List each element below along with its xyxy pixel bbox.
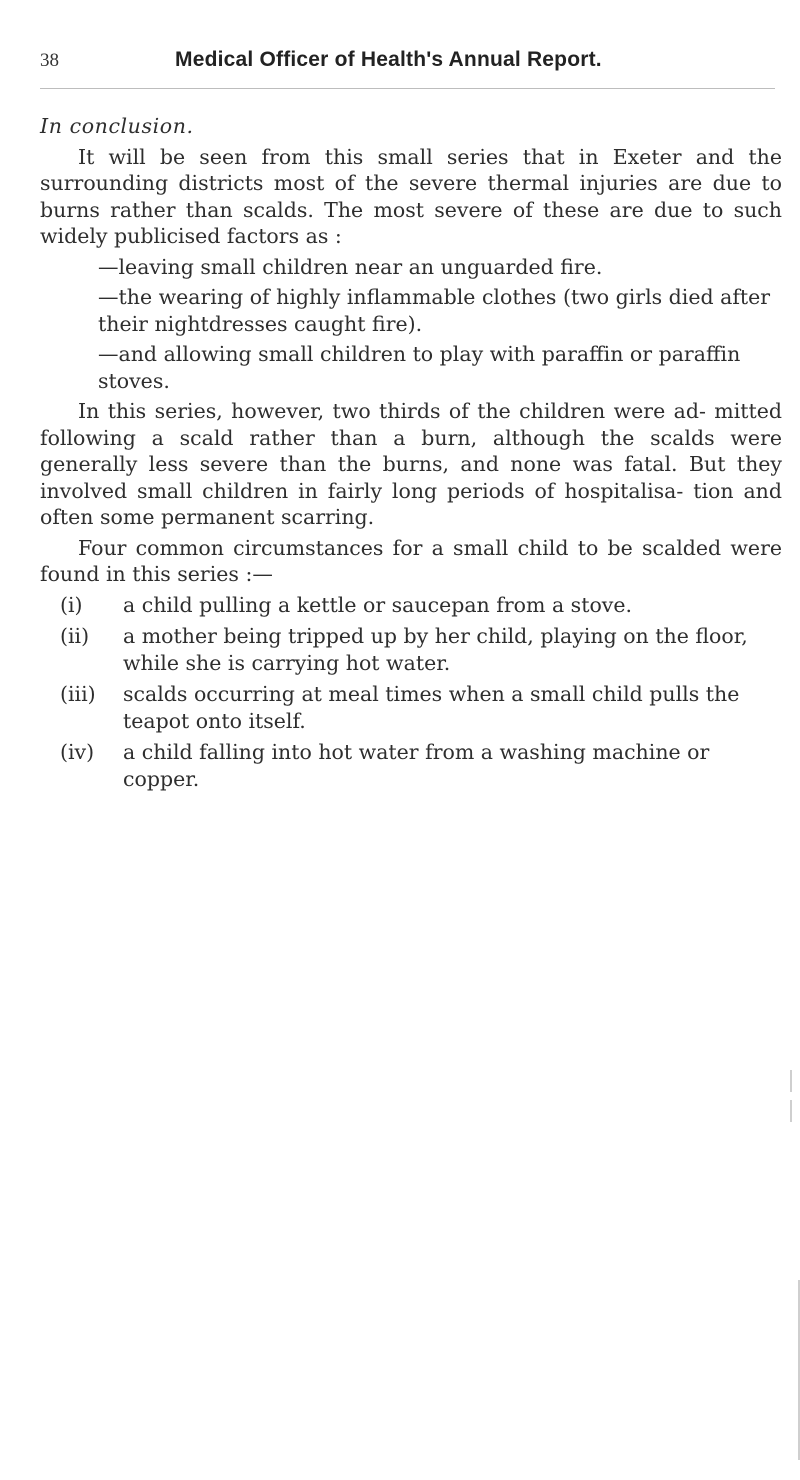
- page-number: 38: [40, 50, 59, 71]
- factor-item: [40, 254, 782, 281]
- paragraph-intro: It will be seen from this small series that in Exeter and the surrounding districts most of the severe thermal injuries are due to burns rather than scalds. The most severe of these are due to such widely publicised factors as :: [40, 144, 782, 248]
- header-rule: [40, 88, 775, 89]
- factor-item: [40, 341, 782, 394]
- section-heading: In conclusion.: [40, 114, 194, 138]
- factors-list: [40, 254, 782, 395]
- paragraph-circumstances-intro: Four common circumstances for a small child to be scalded were found in this series :—: [40, 535, 782, 586]
- paragraph-scalds: In this series, however, two thirds of the children were ad- mitted following a scald rather than a burn, although the scalds were generally less severe than the burns, and none was fatal. But they involved small children in fairly long periods of hospitalisa- tion and often some permanent scarring.: [40, 399, 782, 529]
- circumstance-item: [40, 623, 782, 676]
- circumstance-item: [40, 739, 782, 792]
- circumstances-list: [40, 592, 782, 793]
- item-numeral: (i): [60, 592, 83, 617]
- factor-text: —the wearing of highly inflammable clothes (two girls died after their nightdresses caught fire).: [98, 285, 771, 336]
- factor-text: —leaving small children near an unguarded fire.: [98, 254, 603, 279]
- factor-item: [40, 284, 782, 337]
- item-text: a child pulling a kettle or saucepan from a stove.: [123, 592, 633, 617]
- item-numeral: (ii): [60, 624, 90, 648]
- item-text: a mother being tripped up by her child, playing on the floor, while she is carrying hot water.: [123, 624, 748, 675]
- item-numeral: (iv): [60, 740, 95, 764]
- item-text: scalds occurring at meal times when a small child pulls the teapot onto itself.: [123, 682, 740, 733]
- factor-text: —and allowing small children to play with paraffin or paraffin stoves.: [98, 342, 741, 393]
- item-numeral: (iii): [60, 682, 96, 706]
- scan-artifact: [790, 1100, 792, 1122]
- item-text: a child falling into hot water from a washing machine or copper.: [123, 740, 710, 791]
- circumstance-item: [40, 592, 782, 619]
- body-text: [40, 113, 782, 797]
- page-header: [0, 50, 800, 90]
- running-title: Medical Officer of Health's Annual Report.: [175, 48, 602, 71]
- circumstance-item: [40, 681, 782, 734]
- scan-artifact: [790, 1070, 792, 1092]
